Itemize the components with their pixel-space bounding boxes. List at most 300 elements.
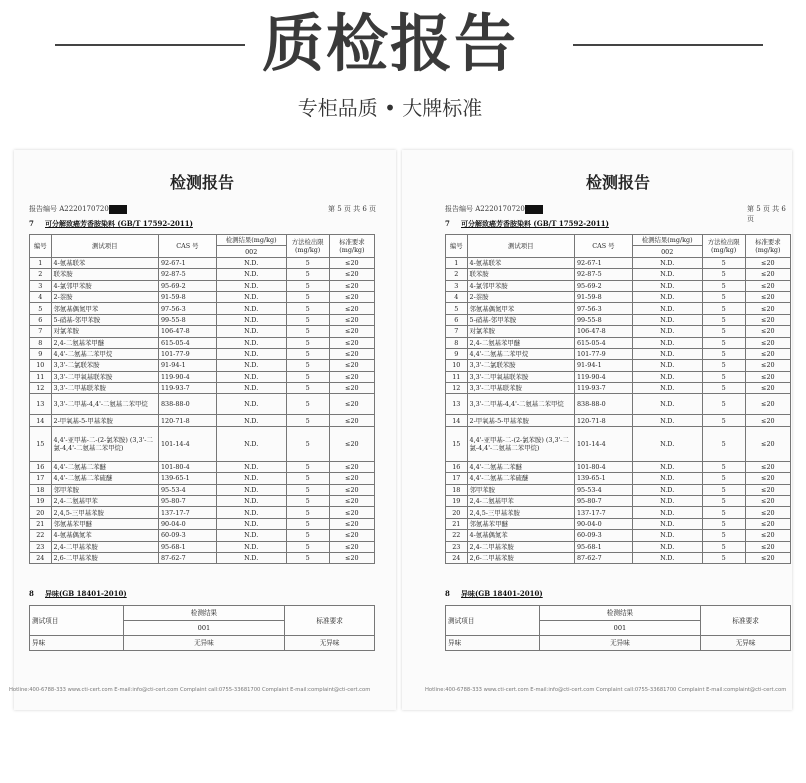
cell-limit: 5 bbox=[702, 552, 745, 563]
cell-req: ≤20 bbox=[329, 269, 374, 280]
cell-result: N.D. bbox=[632, 426, 702, 461]
cell-item: 4,4'-亚甲基-二-(2-氯苯胺) (3,3'-二氯-4,4'-二氨基二苯甲烷) bbox=[51, 426, 158, 461]
cell-item: 5-硝基-邻甲苯胺 bbox=[51, 314, 158, 325]
cell-no: 24 bbox=[30, 552, 52, 563]
cell-no: 21 bbox=[30, 518, 52, 529]
cell-req: ≤20 bbox=[329, 426, 374, 461]
cell-cas: 101-77-9 bbox=[574, 348, 632, 359]
odour-col-req: 标准要求 bbox=[701, 606, 791, 636]
cell-limit: 5 bbox=[702, 269, 745, 280]
cell-result: N.D. bbox=[216, 291, 286, 302]
cell-item: 邻甲苯胺 bbox=[51, 484, 158, 495]
table-row bbox=[30, 552, 375, 563]
cell-limit: 5 bbox=[286, 461, 329, 472]
cell-result: N.D. bbox=[216, 415, 286, 426]
col-req-label: 标准要求 bbox=[339, 237, 365, 246]
cell-item: 4-氨基联苯 bbox=[467, 257, 574, 268]
cell-cas: 92-67-1 bbox=[158, 257, 216, 268]
cell-req: ≤20 bbox=[745, 257, 790, 268]
cell-req: ≤20 bbox=[745, 484, 790, 495]
cell-result: N.D. bbox=[632, 541, 702, 552]
cell-item: 邻氨基苯甲醚 bbox=[467, 518, 574, 529]
cell-no: 10 bbox=[30, 360, 52, 371]
cell-no: 15 bbox=[30, 426, 52, 461]
col-item: 测试项目 bbox=[467, 235, 574, 258]
cell-cas: 95-68-1 bbox=[574, 541, 632, 552]
cell-result: N.D. bbox=[216, 269, 286, 280]
cell-no: 19 bbox=[446, 496, 468, 507]
col-result-sample: 002 bbox=[216, 246, 286, 257]
table-row bbox=[30, 496, 375, 507]
table-row bbox=[446, 415, 791, 426]
cell-limit: 5 bbox=[286, 257, 329, 268]
table-row bbox=[446, 269, 791, 280]
cell-item: 2-萘胺 bbox=[51, 291, 158, 302]
cell-no: 9 bbox=[446, 348, 468, 359]
cell-cas: 119-93-7 bbox=[158, 383, 216, 394]
odour-table bbox=[445, 605, 791, 651]
cell-no: 4 bbox=[30, 291, 52, 302]
col-req-unit: (mg/kg) bbox=[339, 245, 365, 254]
report-number-label: 报告编号 bbox=[445, 205, 473, 213]
cell-limit: 5 bbox=[286, 326, 329, 337]
table-row bbox=[30, 518, 375, 529]
report-number-value: A2220170720 bbox=[59, 205, 109, 213]
cell-limit: 5 bbox=[702, 530, 745, 541]
cell-result: N.D. bbox=[216, 371, 286, 382]
cell-result: N.D. bbox=[632, 291, 702, 302]
section-7-number: 7 bbox=[445, 219, 450, 228]
cell-limit: 5 bbox=[702, 360, 745, 371]
section-8-title: 异味(GB 18401-2010) bbox=[45, 589, 127, 598]
report-number bbox=[445, 204, 543, 214]
cell-req: ≤20 bbox=[329, 394, 374, 415]
cell-limit: 5 bbox=[286, 394, 329, 415]
table-row bbox=[30, 303, 375, 314]
cell-cas: 95-80-7 bbox=[158, 496, 216, 507]
cell-item: 4,4'-二氨基二苯醚 bbox=[467, 461, 574, 472]
cell-req: ≤20 bbox=[329, 484, 374, 495]
cell-cas: 106-47-8 bbox=[574, 326, 632, 337]
cell-cas: 91-59-8 bbox=[574, 291, 632, 302]
cell-no: 23 bbox=[446, 541, 468, 552]
cell-no: 13 bbox=[446, 394, 468, 415]
cell-item: 2-甲氧基-5-甲基苯胺 bbox=[51, 415, 158, 426]
cell-cas: 99-55-8 bbox=[158, 314, 216, 325]
odour-row bbox=[30, 636, 375, 651]
cell-item: 5-硝基-邻甲苯胺 bbox=[467, 314, 574, 325]
cell-limit: 5 bbox=[702, 280, 745, 291]
col-limit bbox=[702, 235, 745, 258]
cell-no: 1 bbox=[446, 257, 468, 268]
cell-result: N.D. bbox=[632, 507, 702, 518]
cell-cas: 106-47-8 bbox=[158, 326, 216, 337]
table-row bbox=[446, 496, 791, 507]
col-no: 编号 bbox=[30, 235, 52, 258]
cell-cas: 87-62-7 bbox=[158, 552, 216, 563]
table-row bbox=[446, 371, 791, 382]
table-row bbox=[446, 337, 791, 348]
cell-no: 14 bbox=[446, 415, 468, 426]
cell-item: 2-甲氧基-5-甲基苯胺 bbox=[467, 415, 574, 426]
col-req bbox=[329, 235, 374, 258]
odour-col-result: 检测结果 bbox=[123, 606, 285, 621]
odour-col-req: 标准要求 bbox=[285, 606, 375, 636]
cell-req: ≤20 bbox=[329, 337, 374, 348]
table-row bbox=[30, 484, 375, 495]
cell-item: 对氯苯胺 bbox=[467, 326, 574, 337]
section-7-heading bbox=[445, 219, 609, 229]
cell-limit: 5 bbox=[702, 484, 745, 495]
cell-no: 19 bbox=[30, 496, 52, 507]
cell-item: 2,4-二甲基苯胺 bbox=[51, 541, 158, 552]
cell-no: 5 bbox=[30, 303, 52, 314]
col-result-sample: 002 bbox=[632, 246, 702, 257]
odour-col-item: 测试项目 bbox=[446, 606, 540, 636]
cell-no: 6 bbox=[446, 314, 468, 325]
odour-col-result: 检测结果 bbox=[539, 606, 701, 621]
aromatic-amine-table bbox=[445, 234, 791, 564]
cell-item: 2,4-二氨基苯甲醚 bbox=[467, 337, 574, 348]
cell-result: N.D. bbox=[632, 496, 702, 507]
cell-limit: 5 bbox=[702, 371, 745, 382]
table-header-row bbox=[446, 235, 791, 246]
banner-tagline: 专柜品质 • 大牌标准 bbox=[297, 96, 483, 120]
redaction-block bbox=[525, 205, 543, 214]
cell-cas: 60-09-3 bbox=[158, 530, 216, 541]
cell-no: 12 bbox=[30, 383, 52, 394]
cell-limit: 5 bbox=[286, 541, 329, 552]
odour-table bbox=[29, 605, 375, 651]
cell-item: 4-氨基偶氮苯 bbox=[51, 530, 158, 541]
cell-result: N.D. bbox=[216, 518, 286, 529]
cell-req: ≤20 bbox=[329, 541, 374, 552]
cell-limit: 5 bbox=[286, 507, 329, 518]
table-row bbox=[30, 461, 375, 472]
section-7-title: 可分解致癌芳香胺染料 (GB/T 17592-2011) bbox=[461, 219, 609, 228]
cell-cas: 101-80-4 bbox=[574, 461, 632, 472]
report-title: 检测报告 bbox=[169, 173, 234, 192]
cell-item: 3,3'-二甲氧基联苯胺 bbox=[467, 371, 574, 382]
section-8-heading bbox=[29, 589, 127, 599]
cell-cas: 90-04-0 bbox=[158, 518, 216, 529]
table-row bbox=[446, 360, 791, 371]
odour-col-result-sample: 001 bbox=[539, 621, 701, 636]
table-row bbox=[446, 303, 791, 314]
section-8-title: 异味(GB 18401-2010) bbox=[461, 589, 543, 598]
cell-req: ≤20 bbox=[329, 360, 374, 371]
cell-cas: 92-87-5 bbox=[158, 269, 216, 280]
cell-item: 联苯胺 bbox=[467, 269, 574, 280]
table-row bbox=[30, 314, 375, 325]
cell-limit: 5 bbox=[286, 303, 329, 314]
cell-req: ≤20 bbox=[745, 530, 790, 541]
cell-req: ≤20 bbox=[329, 461, 374, 472]
table-row bbox=[30, 348, 375, 359]
cell-item: 邻氨基苯甲醚 bbox=[51, 518, 158, 529]
cell-cas: 99-55-8 bbox=[574, 314, 632, 325]
cell-cas: 101-77-9 bbox=[158, 348, 216, 359]
cell-cas: 120-71-8 bbox=[158, 415, 216, 426]
cell-req: ≤20 bbox=[329, 383, 374, 394]
cell-req: ≤20 bbox=[329, 530, 374, 541]
cell-no: 2 bbox=[30, 269, 52, 280]
cell-no: 17 bbox=[446, 473, 468, 484]
cell-cas: 95-53-4 bbox=[158, 484, 216, 495]
cell-no: 9 bbox=[30, 348, 52, 359]
cell-result: N.D. bbox=[216, 326, 286, 337]
odour-cell-item: 异味 bbox=[446, 636, 540, 651]
odour-cell-result: 无异味 bbox=[539, 636, 701, 651]
cell-result: N.D. bbox=[632, 461, 702, 472]
cell-req: ≤20 bbox=[745, 360, 790, 371]
cell-req: ≤20 bbox=[329, 303, 374, 314]
cell-result: N.D. bbox=[216, 383, 286, 394]
table-row bbox=[446, 518, 791, 529]
cell-req: ≤20 bbox=[745, 383, 790, 394]
cell-result: N.D. bbox=[216, 314, 286, 325]
cell-cas: 97-56-3 bbox=[574, 303, 632, 314]
cell-no: 18 bbox=[30, 484, 52, 495]
cell-result: N.D. bbox=[632, 518, 702, 529]
report-page-left bbox=[9, 150, 396, 710]
cell-cas: 92-67-1 bbox=[574, 257, 632, 268]
cell-limit: 5 bbox=[702, 473, 745, 484]
cell-result: N.D. bbox=[632, 394, 702, 415]
cell-item: 2,4,5-三甲基苯胺 bbox=[51, 507, 158, 518]
cell-no: 18 bbox=[446, 484, 468, 495]
cell-item: 4-氯邻甲苯胺 bbox=[51, 280, 158, 291]
cell-req: ≤20 bbox=[329, 348, 374, 359]
cell-req: ≤20 bbox=[329, 518, 374, 529]
cell-limit: 5 bbox=[286, 360, 329, 371]
cell-item: 4,4'-二氨基二苯硫醚 bbox=[467, 473, 574, 484]
odour-col-item: 测试项目 bbox=[30, 606, 124, 636]
cell-no: 7 bbox=[446, 326, 468, 337]
table-header-row bbox=[30, 235, 375, 246]
cell-no: 23 bbox=[30, 541, 52, 552]
cell-no: 16 bbox=[30, 461, 52, 472]
table-row bbox=[30, 291, 375, 302]
cell-limit: 5 bbox=[286, 415, 329, 426]
cell-item: 邻氨基偶氮甲苯 bbox=[51, 303, 158, 314]
table-row bbox=[446, 426, 791, 461]
cell-item: 2,4,5-三甲基苯胺 bbox=[467, 507, 574, 518]
cell-limit: 5 bbox=[702, 291, 745, 302]
cell-cas: 95-53-4 bbox=[574, 484, 632, 495]
cell-result: N.D. bbox=[632, 269, 702, 280]
page-footer: Hotline:400-6788-333 www.cti-cert.com E-mail:info@cti-cert.com Complaint call:0755-33681700 Complaint E-mail:complaint@cti-cert.com bbox=[425, 687, 787, 693]
cell-item: 4-氯邻甲苯胺 bbox=[467, 280, 574, 291]
cell-result: N.D. bbox=[632, 473, 702, 484]
cell-item: 4-氨基联苯 bbox=[51, 257, 158, 268]
cell-item: 3,3'-二氯联苯胺 bbox=[51, 360, 158, 371]
cell-req: ≤20 bbox=[329, 496, 374, 507]
cell-limit: 5 bbox=[702, 326, 745, 337]
cell-req: ≤20 bbox=[745, 415, 790, 426]
cell-limit: 5 bbox=[702, 426, 745, 461]
cell-req: ≤20 bbox=[745, 552, 790, 563]
cell-cas: 137-17-7 bbox=[574, 507, 632, 518]
cell-no: 15 bbox=[446, 426, 468, 461]
odour-header-row bbox=[30, 606, 375, 621]
cell-limit: 5 bbox=[286, 552, 329, 563]
cell-result: N.D. bbox=[216, 496, 286, 507]
cell-req: ≤20 bbox=[745, 269, 790, 280]
cell-item: 4,4'-亚甲基-二-(2-氯苯胺) (3,3'-二氯-4,4'-二氨基二苯甲烷) bbox=[467, 426, 574, 461]
cell-item: 3,3'-二氯联苯胺 bbox=[467, 360, 574, 371]
section-7-title: 可分解致癌芳香胺染料 (GB/T 17592-2011) bbox=[45, 219, 193, 228]
odour-row bbox=[446, 636, 791, 651]
odour-col-result-sample: 001 bbox=[123, 621, 285, 636]
cell-result: N.D. bbox=[632, 280, 702, 291]
cell-req: ≤20 bbox=[745, 314, 790, 325]
cell-result: N.D. bbox=[632, 314, 702, 325]
cell-cas: 60-09-3 bbox=[574, 530, 632, 541]
col-limit-unit: (mg/kg) bbox=[295, 245, 321, 254]
cell-no: 22 bbox=[30, 530, 52, 541]
table-row bbox=[446, 291, 791, 302]
cell-cas: 838-88-0 bbox=[574, 394, 632, 415]
cell-result: N.D. bbox=[632, 484, 702, 495]
cell-req: ≤20 bbox=[329, 507, 374, 518]
table-row bbox=[30, 541, 375, 552]
cell-cas: 97-56-3 bbox=[158, 303, 216, 314]
table-row bbox=[30, 337, 375, 348]
table-row bbox=[446, 473, 791, 484]
cell-req: ≤20 bbox=[745, 518, 790, 529]
cell-req: ≤20 bbox=[745, 394, 790, 415]
cell-no: 12 bbox=[446, 383, 468, 394]
cell-req: ≤20 bbox=[745, 303, 790, 314]
col-limit bbox=[286, 235, 329, 258]
table-row bbox=[446, 314, 791, 325]
cell-result: N.D. bbox=[632, 415, 702, 426]
cell-req: ≤20 bbox=[329, 280, 374, 291]
cell-cas: 91-59-8 bbox=[158, 291, 216, 302]
cell-result: N.D. bbox=[216, 257, 286, 268]
cell-cas: 120-71-8 bbox=[574, 415, 632, 426]
cell-limit: 5 bbox=[286, 518, 329, 529]
cell-result: N.D. bbox=[216, 461, 286, 472]
cell-no: 4 bbox=[446, 291, 468, 302]
cell-limit: 5 bbox=[286, 484, 329, 495]
table-row bbox=[446, 530, 791, 541]
cell-cas: 101-14-4 bbox=[574, 426, 632, 461]
cell-item: 2,4-二氨基甲苯 bbox=[467, 496, 574, 507]
table-row bbox=[446, 484, 791, 495]
table-row bbox=[446, 383, 791, 394]
report-title: 检测报告 bbox=[585, 173, 650, 192]
cell-req: ≤20 bbox=[745, 426, 790, 461]
cell-no: 5 bbox=[446, 303, 468, 314]
cell-limit: 5 bbox=[702, 383, 745, 394]
cell-limit: 5 bbox=[702, 518, 745, 529]
cell-item: 2,6-二甲基苯胺 bbox=[51, 552, 158, 563]
cell-cas: 101-80-4 bbox=[158, 461, 216, 472]
table-row bbox=[30, 507, 375, 518]
page-footer: Hotline:400-6788-333 www.cti-cert.com E-mail:info@cti-cert.com Complaint call:0755-33681700 Complaint E-mail:complaint@cti-cert.com bbox=[9, 687, 371, 693]
cell-limit: 5 bbox=[702, 348, 745, 359]
cell-cas: 119-90-4 bbox=[158, 371, 216, 382]
cell-req: ≤20 bbox=[329, 473, 374, 484]
cell-cas: 90-04-0 bbox=[574, 518, 632, 529]
cell-cas: 87-62-7 bbox=[574, 552, 632, 563]
cell-no: 7 bbox=[30, 326, 52, 337]
cell-result: N.D. bbox=[216, 530, 286, 541]
cell-result: N.D. bbox=[216, 473, 286, 484]
table-row bbox=[446, 280, 791, 291]
col-req-unit: (mg/kg) bbox=[755, 245, 781, 254]
cell-limit: 5 bbox=[702, 303, 745, 314]
cell-limit: 5 bbox=[286, 371, 329, 382]
cell-item: 3,3'-二甲基联苯胺 bbox=[467, 383, 574, 394]
cell-result: N.D. bbox=[632, 383, 702, 394]
cell-limit: 5 bbox=[286, 280, 329, 291]
cell-result: N.D. bbox=[216, 348, 286, 359]
table-row bbox=[30, 257, 375, 268]
cell-limit: 5 bbox=[286, 269, 329, 280]
cell-result: N.D. bbox=[632, 371, 702, 382]
report-number-label: 报告编号 bbox=[29, 205, 57, 213]
cell-limit: 5 bbox=[286, 291, 329, 302]
cell-req: ≤20 bbox=[745, 496, 790, 507]
table-row bbox=[446, 552, 791, 563]
col-item: 测试项目 bbox=[51, 235, 158, 258]
table-row bbox=[446, 257, 791, 268]
cell-req: ≤20 bbox=[745, 507, 790, 518]
cell-result: N.D. bbox=[632, 303, 702, 314]
page-number: 第 5 页 共 6 页 bbox=[328, 205, 377, 213]
cell-req: ≤20 bbox=[745, 326, 790, 337]
cell-result: N.D. bbox=[216, 552, 286, 563]
cell-cas: 91-94-1 bbox=[158, 360, 216, 371]
cell-cas: 838-88-0 bbox=[158, 394, 216, 415]
cell-result: N.D. bbox=[632, 530, 702, 541]
cell-req: ≤20 bbox=[329, 326, 374, 337]
cell-no: 22 bbox=[446, 530, 468, 541]
cell-no: 8 bbox=[446, 337, 468, 348]
report-number-value: A2220170720 bbox=[475, 205, 525, 213]
cell-no: 8 bbox=[30, 337, 52, 348]
cell-no: 6 bbox=[30, 314, 52, 325]
table-row bbox=[30, 415, 375, 426]
cell-no: 3 bbox=[30, 280, 52, 291]
cell-item: 3,3'-二甲氧基联苯胺 bbox=[51, 371, 158, 382]
table-row bbox=[30, 280, 375, 291]
cell-result: N.D. bbox=[632, 360, 702, 371]
cell-item: 4,4'-二氨基二苯甲烷 bbox=[51, 348, 158, 359]
cell-no: 2 bbox=[446, 269, 468, 280]
cell-cas: 92-87-5 bbox=[574, 269, 632, 280]
cell-result: N.D. bbox=[216, 394, 286, 415]
cell-cas: 95-69-2 bbox=[158, 280, 216, 291]
cell-result: N.D. bbox=[632, 337, 702, 348]
col-cas: CAS 号 bbox=[158, 235, 216, 258]
section-8-number: 8 bbox=[445, 589, 450, 598]
cell-req: ≤20 bbox=[745, 461, 790, 472]
table-row bbox=[446, 461, 791, 472]
cell-result: N.D. bbox=[216, 426, 286, 461]
section-7-number: 7 bbox=[29, 219, 34, 228]
cell-no: 16 bbox=[446, 461, 468, 472]
odour-cell-result: 无异味 bbox=[123, 636, 285, 651]
cell-limit: 5 bbox=[702, 507, 745, 518]
cell-limit: 5 bbox=[702, 461, 745, 472]
cell-req: ≤20 bbox=[745, 473, 790, 484]
table-row bbox=[30, 269, 375, 280]
cell-limit: 5 bbox=[702, 415, 745, 426]
